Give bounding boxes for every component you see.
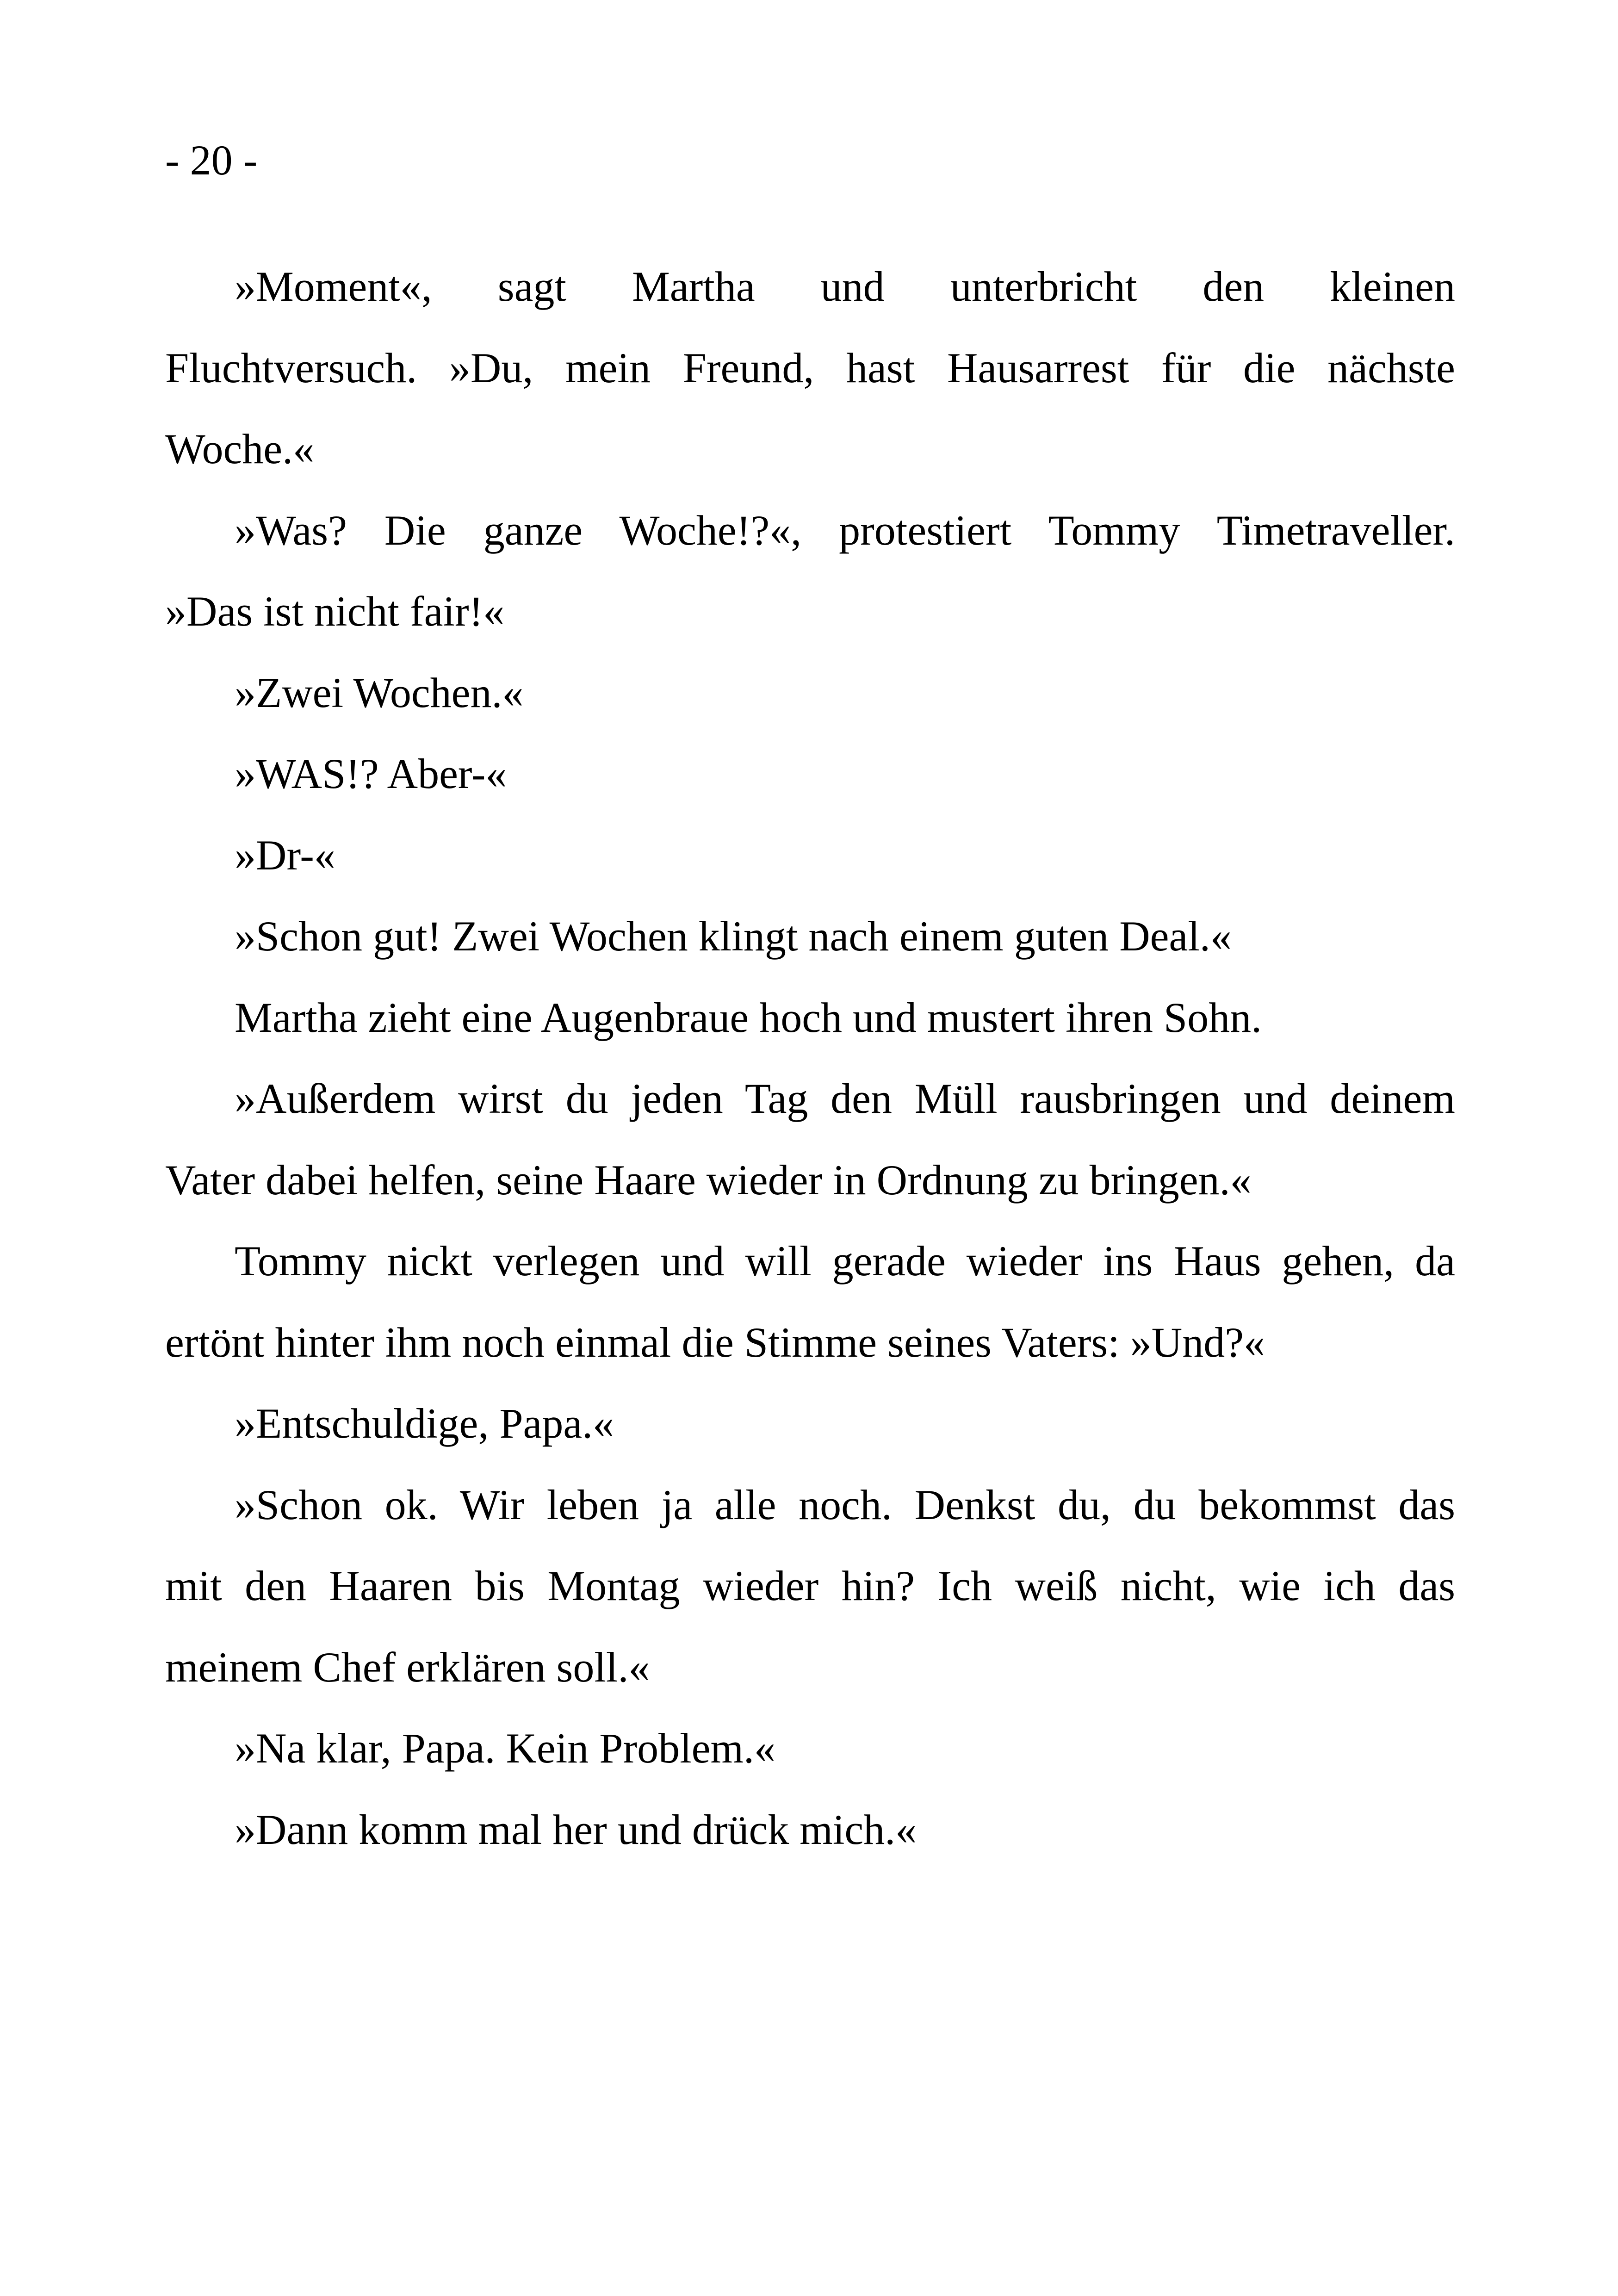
paragraph xyxy=(165,896,1455,977)
paragraph xyxy=(165,246,1455,490)
text-line: »Außerdem wirst du jeden Tag den Müll rausbringen und deinem xyxy=(235,1075,1455,1122)
paragraph xyxy=(165,815,1455,896)
paragraph xyxy=(165,490,1455,652)
text-line: Vater dabei helfen, seine Haare wieder in Ordnung zu bringen.« xyxy=(165,1156,1252,1204)
text-line: »Dr-« xyxy=(235,831,335,879)
text-line: »Schon ok. Wir leben ja alle noch. Denkst du, du bekommst das xyxy=(235,1481,1455,1528)
text-line: »Schon gut! Zwei Wochen klingt nach einem guten Deal.« xyxy=(235,912,1232,960)
paragraph xyxy=(165,652,1455,734)
text-line: Fluchtversuch. »Du, mein Freund, hast Hausarrest für die nächste xyxy=(165,344,1455,391)
page-number: - 20 - xyxy=(165,137,258,184)
paragraph xyxy=(165,977,1455,1059)
paragraph xyxy=(165,1058,1455,1221)
text-body xyxy=(165,246,1455,1870)
text-line: Tommy nickt verlegen und will gerade wieder ins Haus gehen, da xyxy=(235,1237,1455,1285)
paragraph xyxy=(165,1221,1455,1383)
text-line: »Dann komm mal her und drück mich.« xyxy=(235,1806,917,1853)
text-line: »Zwei Wochen.« xyxy=(235,669,524,716)
text-line: Woche.« xyxy=(165,425,315,472)
text-line: »Was? Die ganze Woche!?«, protestiert Tommy Timetraveller. xyxy=(235,506,1455,554)
text-line: ertönt hinter ihm noch einmal die Stimme seines Vaters: »Und?« xyxy=(165,1318,1265,1366)
text-line: meinem Chef erklären soll.« xyxy=(165,1643,650,1691)
text-line: »Moment«, sagt Martha und unterbricht den kleinen xyxy=(235,263,1455,310)
paragraph xyxy=(165,1789,1455,1871)
text-line: »Na klar, Papa. Kein Problem.« xyxy=(235,1725,776,1772)
text-line: »Das ist nicht fair!« xyxy=(165,588,505,635)
paragraph xyxy=(165,733,1455,815)
paragraph xyxy=(165,1708,1455,1789)
text-line: »WAS!? Aber-« xyxy=(235,750,507,797)
text-line: mit den Haaren bis Montag wieder hin? Ich weiß nicht, wie ich das xyxy=(165,1562,1455,1609)
text-line: Martha zieht eine Augenbraue hoch und mustert ihren Sohn. xyxy=(235,993,1262,1041)
paragraph xyxy=(165,1464,1455,1708)
text-line: »Entschuldige, Papa.« xyxy=(235,1400,614,1447)
paragraph xyxy=(165,1383,1455,1464)
